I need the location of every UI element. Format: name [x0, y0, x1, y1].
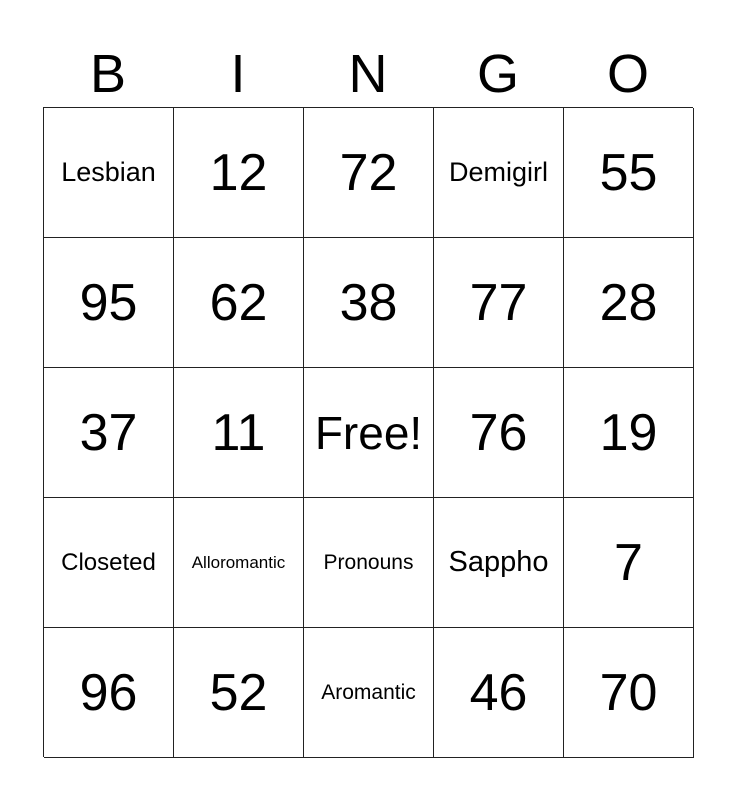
bingo-cell[interactable]: 11 [174, 368, 304, 498]
bingo-cell[interactable]: 28 [564, 238, 694, 368]
bingo-cell[interactable]: 19 [564, 368, 694, 498]
bingo-cell[interactable]: 70 [564, 628, 694, 758]
bingo-free-space[interactable]: Free! [304, 368, 434, 498]
bingo-cell[interactable]: 62 [174, 238, 304, 368]
bingo-cell[interactable]: 12 [174, 108, 304, 238]
bingo-cell[interactable]: Lesbian [44, 108, 174, 238]
bingo-cell[interactable]: Demigirl [434, 108, 564, 238]
bingo-cell[interactable]: Alloromantic [174, 498, 304, 628]
bingo-cell[interactable]: Sappho [434, 498, 564, 628]
bingo-cell[interactable]: Pronouns [304, 498, 434, 628]
bingo-cell[interactable]: Closeted [44, 498, 174, 628]
header-letter-b: B [89, 44, 127, 104]
bingo-cell[interactable]: 52 [174, 628, 304, 758]
bingo-cell[interactable]: 72 [304, 108, 434, 238]
bingo-cell[interactable]: 76 [434, 368, 564, 498]
bingo-cell[interactable]: Aromantic [304, 628, 434, 758]
bingo-cell[interactable]: 37 [44, 368, 174, 498]
header-letter-g: G [476, 44, 519, 104]
bingo-header [43, 40, 693, 108]
bingo-cell[interactable]: 46 [434, 628, 564, 758]
header-letter-o: O [606, 44, 649, 104]
bingo-cell[interactable]: 77 [434, 238, 564, 368]
bingo-cell[interactable]: 96 [44, 628, 174, 758]
header-letter-n: N [348, 44, 388, 104]
bingo-cell[interactable]: 55 [564, 108, 694, 238]
bingo-cell[interactable]: 95 [44, 238, 174, 368]
bingo-cell[interactable]: 38 [304, 238, 434, 368]
header-letter-i: I [230, 44, 246, 104]
bingo-card [43, 107, 693, 757]
bingo-cell[interactable]: 7 [564, 498, 694, 628]
